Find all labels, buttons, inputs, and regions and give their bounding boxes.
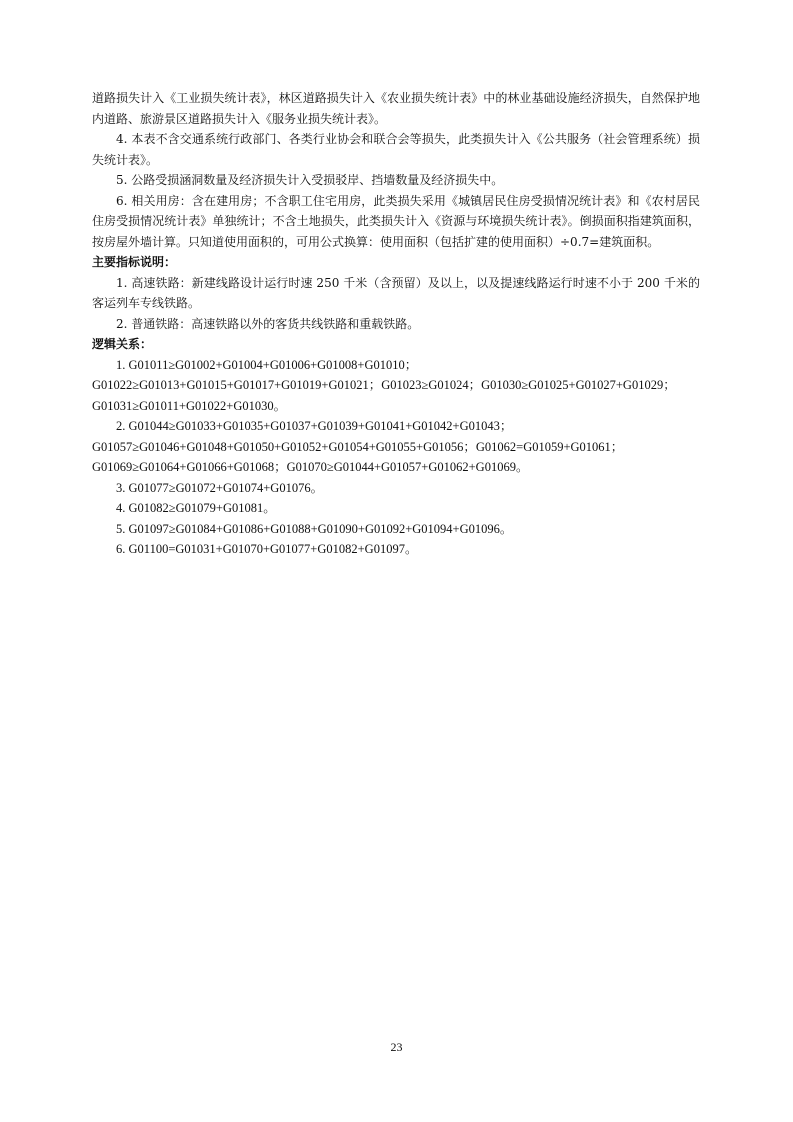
indicators-heading: 主要指标说明：	[92, 255, 177, 269]
paragraph-road-losses: 道路损失计入《工业损失统计表》，林区道路损失计入《农业损失统计表》中的林业基础设施经济损失，自然保护地内道路、旅游景区道路损失计入《服务业损失统计表》。	[92, 91, 700, 126]
page-number: 23	[390, 1040, 403, 1054]
logic-rule-2: 2. G01044≥G01033+G01035+G01037+G01039+G01041+G01042+G01043；G01057≥G01046+G01048+G01050+G01052+G01054+G01055+G01056；G01062=G01059+G01061；G01069≥G01064+G01066+G01068；G01070≥G01044+G01057+G01062+G01069。	[92, 419, 624, 474]
paragraph-item-5: 5. 公路受损涵洞数量及经济损失计入受损驳岸、挡墙数量及经济损失中。	[116, 173, 504, 187]
logic-rule-6: 6. G01100=G01031+G01070+G01077+G01082+G01097。	[116, 542, 418, 556]
indicator-ordinary-rail: 2. 普通铁路：高速铁路以外的客货共线铁路和重载铁路。	[116, 316, 420, 331]
logic-rule-1: 1. G01011≥G01002+G01004+G01006+G01008+G01010；G01022≥G01013+G01015+G01017+G01019+G01021；G01023≥G01024；G01030≥G01025+G01027+G01029；G01031≥G01011+G01022+G01030。	[92, 357, 676, 413]
indicator-high-speed-rail: 1. 高速铁路：新建线路设计运行时速 250 千米（含预留）及以上，以及提速线路运行时速不小于 200 千米的客运列车专线铁路。	[92, 275, 700, 310]
paragraph-item-6: 6. 相关用房：含在建用房；不含职工住宅用房，此类损失采用《城镇居民住房受损情况统计表》和《农村居民住房受损情况统计表》单独统计；不含土地损失，此类损失计入《资源与环境损失统计表》。倒损面积指建筑面积，按房屋外墙计算。只知道使用面积的，可用公式换算：使用面积（包括扩建的使用面积）÷0.7=建筑面积。	[92, 193, 700, 249]
logic-heading: 逻辑关系：	[92, 337, 153, 351]
paragraph-item-4: 4. 本表不含交通系统行政部门、各类行业协会和联合会等损失，此类损失计入《公共服务（社会管理系统）损失统计表》。	[92, 132, 700, 167]
document-body	[92, 88, 700, 560]
logic-rule-4: 4. G01082≥G01079+G01081。	[116, 501, 276, 515]
logic-rule-5: 5. G01097≥G01084+G01086+G01088+G01090+G01092+G01094+G01096。	[116, 521, 513, 536]
logic-rule-3: 3. G01077≥G01072+G01074+G01076。	[116, 480, 324, 495]
